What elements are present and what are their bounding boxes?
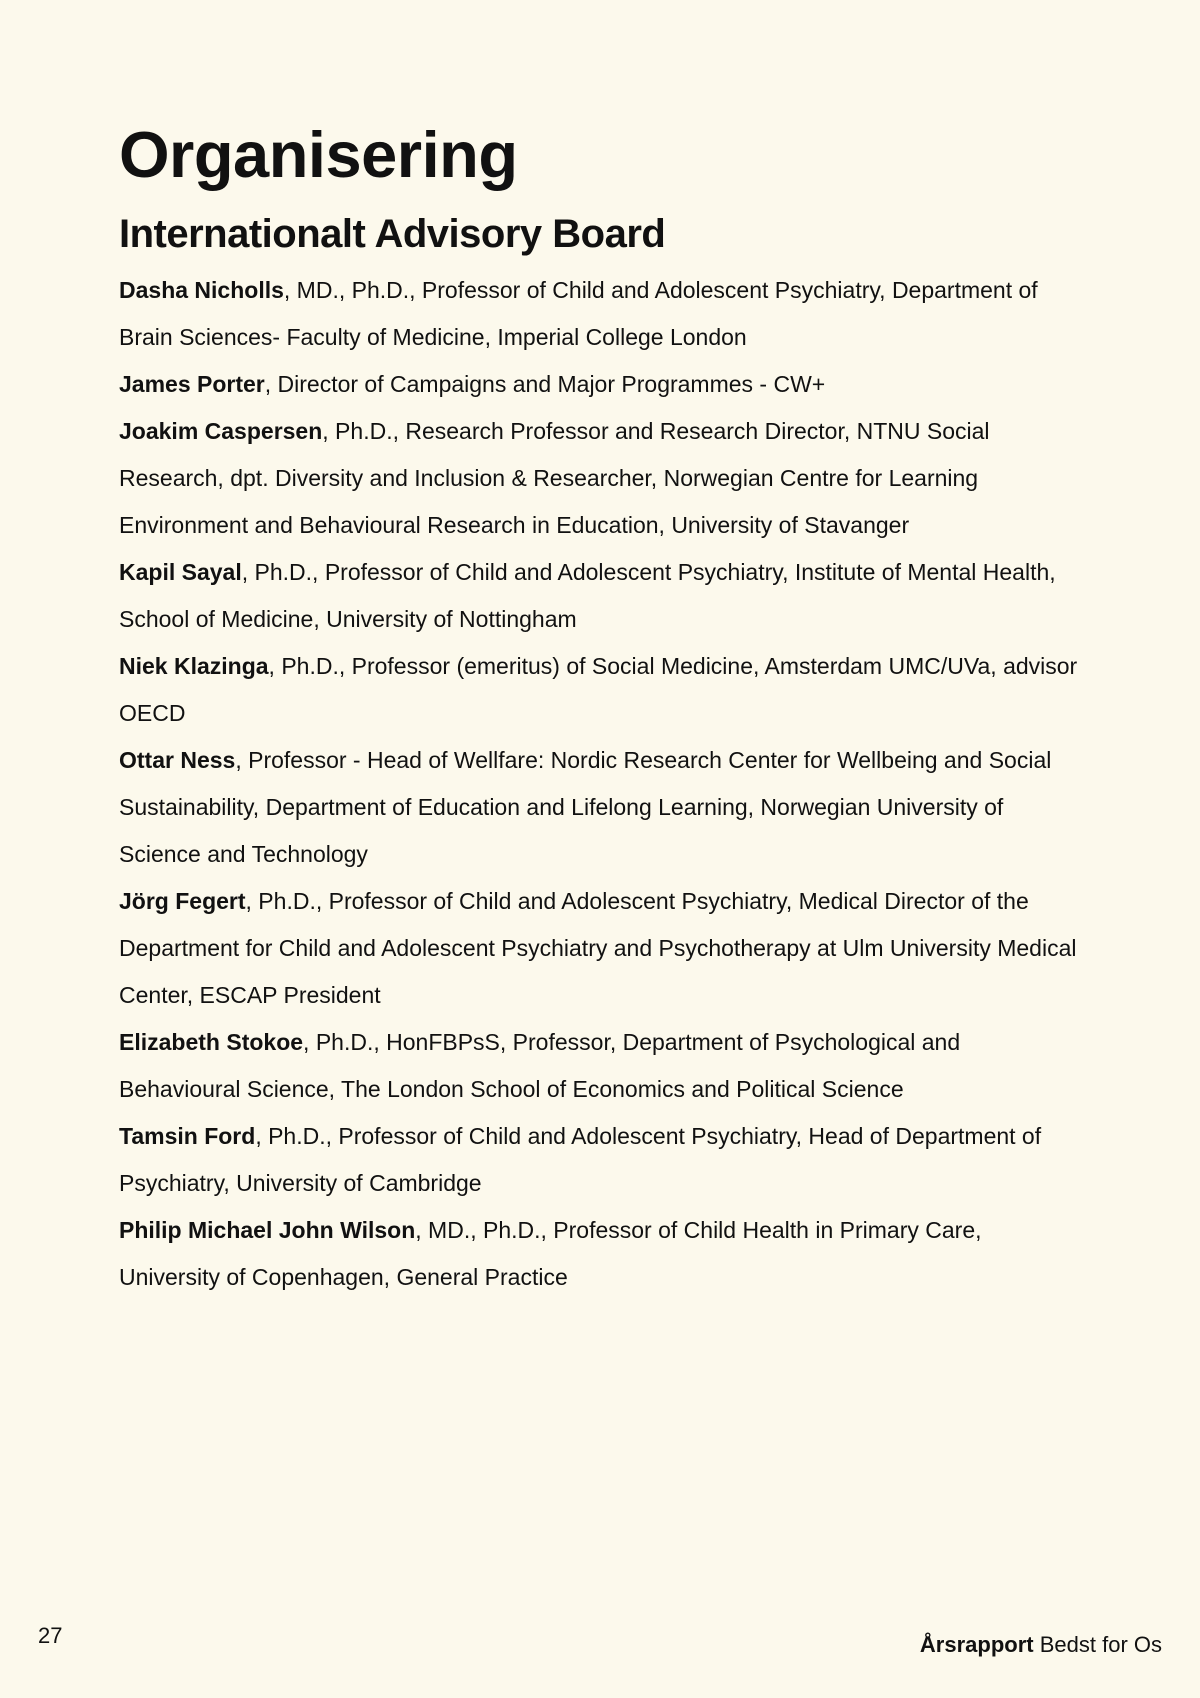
page-number: 27 — [38, 1623, 63, 1648]
section-title: Internationalt Advisory Board — [119, 212, 666, 256]
footer-report-word: Årsrapport — [919, 1632, 1034, 1657]
advisory-board-list — [119, 267, 1079, 1301]
member-entry — [119, 549, 1079, 643]
member-description: , Ph.D., Professor (emeritus) of Social Medicine, Amsterdam UMC/UVa, advisor OECD — [119, 653, 1078, 726]
footer-brand — [920, 1632, 1162, 1658]
member-name: Dasha Nicholls — [119, 277, 284, 303]
member-name: Philip Michael John Wilson — [119, 1217, 416, 1243]
member-entry — [119, 267, 1079, 361]
member-entry — [119, 1113, 1079, 1207]
member-entry — [119, 737, 1079, 878]
member-entry — [119, 1019, 1079, 1113]
member-description: , Ph.D., HonFBPsS, Professor, Department of Psychological and Behavioural Science, The London School of Economics and Political Science — [119, 1029, 961, 1102]
member-name: Niek Klazinga — [119, 653, 269, 679]
member-description: , Professor - Head of Wellfare: Nordic Research Center for Wellbeing and Social Sustainability, Department of Education and Lifelong Learning, Norwegian University of Science and Technology — [119, 747, 1052, 867]
member-description: , Ph.D., Professor of Child and Adolescent Psychiatry, Medical Director of the Department for Child and Adolescent Psychiatry and Psychotherapy at Ulm University Medical Center, ESCAP President — [119, 888, 1077, 1008]
member-description: , Director of Campaigns and Major Programmes - CW+ — [264, 371, 826, 397]
member-name: James Porter — [119, 371, 265, 397]
member-entry — [119, 1207, 1079, 1301]
member-description: , Ph.D., Professor of Child and Adolescent Psychiatry, Institute of Mental Health, School of Medicine, University of Nottingham — [119, 559, 1056, 632]
member-description: , Ph.D., Research Professor and Research Director, NTNU Social Research, dpt. Diversity and Inclusion & Researcher, Norwegian Centre for Learning Environment and Behavioural Research in Education, University of Stavanger — [119, 418, 990, 538]
member-entry — [119, 361, 1079, 408]
footer-brand-name: Bedst for Os — [1033, 1632, 1162, 1657]
member-entry — [119, 408, 1079, 549]
member-name: Kapil Sayal — [119, 559, 242, 585]
page-title: Organisering — [119, 118, 518, 191]
member-name: Jörg Fegert — [119, 888, 246, 914]
member-name: Elizabeth Stokoe — [119, 1029, 304, 1055]
member-entry — [119, 878, 1079, 1019]
member-name: Joakim Caspersen — [119, 418, 323, 444]
member-entry — [119, 643, 1079, 737]
member-description: , Ph.D., Professor of Child and Adolescent Psychiatry, Head of Department of Psychiatry, University of Cambridge — [119, 1123, 1042, 1196]
member-description: , MD., Ph.D., Professor of Child Health in Primary Care, University of Copenhagen, General Practice — [119, 1217, 982, 1290]
member-name: Tamsin Ford — [119, 1123, 256, 1149]
member-description: , MD., Ph.D., Professor of Child and Adolescent Psychiatry, Department of Brain Sciences- Faculty of Medicine, Imperial College London — [119, 277, 1038, 350]
member-name: Ottar Ness — [119, 747, 236, 773]
